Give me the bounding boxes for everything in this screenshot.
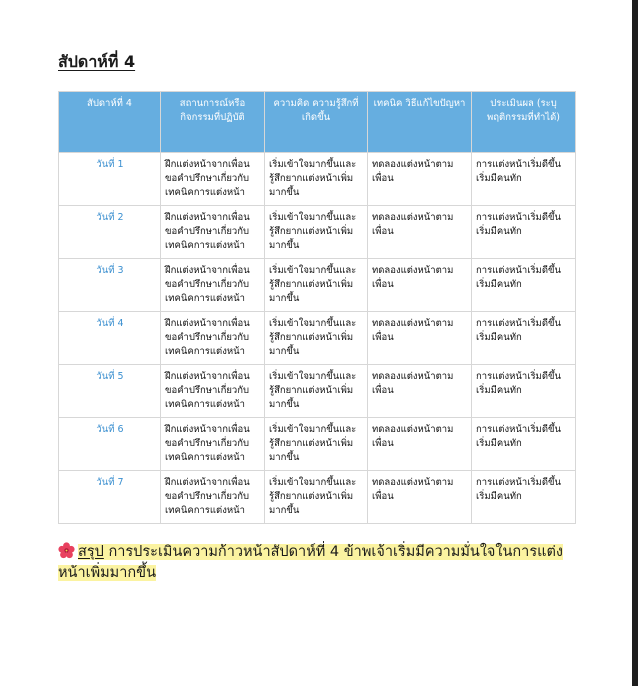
- table-row: [59, 365, 576, 418]
- header-week: สัปดาห์ที่ 4: [59, 92, 161, 153]
- summary-paragraph: [58, 542, 578, 584]
- feeling-cell: เริ่มเข้าใจมากขึ้นและรู้สึกยากแต่งหน้าเพิ่มมากขึ้น: [265, 365, 368, 418]
- day-cell: วันที่ 3: [59, 259, 161, 312]
- day-cell: วันที่ 5: [59, 365, 161, 418]
- table-row: [59, 312, 576, 365]
- header-evaluation: ประเมินผล (ระบุพฤติกรรมที่ทำได้): [472, 92, 576, 153]
- day-cell: วันที่ 7: [59, 471, 161, 524]
- feeling-cell: เริ่มเข้าใจมากขึ้นและรู้สึกยากแต่งหน้าเพิ่มมากขึ้น: [265, 206, 368, 259]
- activity-cell: ฝึกแต่งหน้าจากเพื่อน ขอคำปรึกษาเกี่ยวกับเทคนิคการแต่งหน้า: [161, 471, 265, 524]
- evaluation-cell: การแต่งหน้าเริ่มดีขึ้น เริ่มมีคนทัก: [472, 259, 576, 312]
- day-cell: วันที่ 6: [59, 418, 161, 471]
- evaluation-cell: การแต่งหน้าเริ่มดีขึ้น เริ่มมีคนทัก: [472, 153, 576, 206]
- table-row: [59, 153, 576, 206]
- feeling-cell: เริ่มเข้าใจมากขึ้นและรู้สึกยากแต่งหน้าเพิ่มมากขึ้น: [265, 312, 368, 365]
- table-row: [59, 471, 576, 524]
- header-technique: เทคนิค วิธีแก้ไขปัญหา: [368, 92, 472, 153]
- table-row: [59, 259, 576, 312]
- activity-cell: ฝึกแต่งหน้าจากเพื่อน ขอคำปรึกษาเกี่ยวกับเทคนิคการแต่งหน้า: [161, 418, 265, 471]
- activity-cell: ฝึกแต่งหน้าจากเพื่อน ขอคำปรึกษาเกี่ยวกับเทคนิคการแต่งหน้า: [161, 153, 265, 206]
- evaluation-cell: การแต่งหน้าเริ่มดีขึ้น เริ่มมีคนทัก: [472, 206, 576, 259]
- feeling-cell: เริ่มเข้าใจมากขึ้นและรู้สึกยากแต่งหน้าเพิ่มมากขึ้น: [265, 153, 368, 206]
- technique-cell: ทดลองแต่งหน้าตามเพื่อน: [368, 312, 472, 365]
- activity-cell: ฝึกแต่งหน้าจากเพื่อน ขอคำปรึกษาเกี่ยวกับเทคนิคการแต่งหน้า: [161, 312, 265, 365]
- activity-cell: ฝึกแต่งหน้าจากเพื่อน ขอคำปรึกษาเกี่ยวกับเทคนิคการแต่งหน้า: [161, 259, 265, 312]
- weekly-plan-table: [58, 91, 576, 524]
- feeling-cell: เริ่มเข้าใจมากขึ้นและรู้สึกยากแต่งหน้าเพิ่มมากขึ้น: [265, 471, 368, 524]
- technique-cell: ทดลองแต่งหน้าตามเพื่อน: [368, 206, 472, 259]
- day-cell: วันที่ 4: [59, 312, 161, 365]
- evaluation-cell: การแต่งหน้าเริ่มดีขึ้น เริ่มมีคนทัก: [472, 471, 576, 524]
- evaluation-cell: การแต่งหน้าเริ่มดีขึ้น เริ่มมีคนทัก: [472, 365, 576, 418]
- header-activity: สถานการณ์หรือกิจกรรมที่ปฏิบัติ: [161, 92, 265, 153]
- summary-text: การประเมินความก้าวหน้าสัปดาห์ที่ 4 ข้าพเจ้าเริ่มมีความมั่นใจในการแต่งหน้าเพิ่มมากขึ้น: [58, 544, 563, 581]
- evaluation-cell: การแต่งหน้าเริ่มดีขึ้น เริ่มมีคนทัก: [472, 418, 576, 471]
- table-header-row: [59, 92, 576, 153]
- activity-cell: ฝึกแต่งหน้าจากเพื่อน ขอคำปรึกษาเกี่ยวกับเทคนิคการแต่งหน้า: [161, 365, 265, 418]
- evaluation-cell: การแต่งหน้าเริ่มดีขึ้น เริ่มมีคนทัก: [472, 312, 576, 365]
- day-cell: วันที่ 1: [59, 153, 161, 206]
- table-row: [59, 418, 576, 471]
- feeling-cell: เริ่มเข้าใจมากขึ้นและรู้สึกยากแต่งหน้าเพิ่มมากขึ้น: [265, 259, 368, 312]
- technique-cell: ทดลองแต่งหน้าตามเพื่อน: [368, 153, 472, 206]
- technique-cell: ทดลองแต่งหน้าตามเพื่อน: [368, 471, 472, 524]
- table-row: [59, 206, 576, 259]
- summary-label: สรุป: [78, 544, 104, 560]
- header-feeling: ความคิด ความรู้สึกที่เกิดขึ้น: [265, 92, 368, 153]
- technique-cell: ทดลองแต่งหน้าตามเพื่อน: [368, 259, 472, 312]
- technique-cell: ทดลองแต่งหน้าตามเพื่อน: [368, 365, 472, 418]
- activity-cell: ฝึกแต่งหน้าจากเพื่อน ขอคำปรึกษาเกี่ยวกับเทคนิคการแต่งหน้า: [161, 206, 265, 259]
- feeling-cell: เริ่มเข้าใจมากขึ้นและรู้สึกยากแต่งหน้าเพิ่มมากขึ้น: [265, 418, 368, 471]
- day-cell: วันที่ 2: [59, 206, 161, 259]
- page-title: สัปดาห์ที่ 4: [58, 52, 136, 71]
- hibiscus-flower-icon: [58, 542, 75, 559]
- technique-cell: ทดลองแต่งหน้าตามเพื่อน: [368, 418, 472, 471]
- window-edge: [632, 0, 638, 686]
